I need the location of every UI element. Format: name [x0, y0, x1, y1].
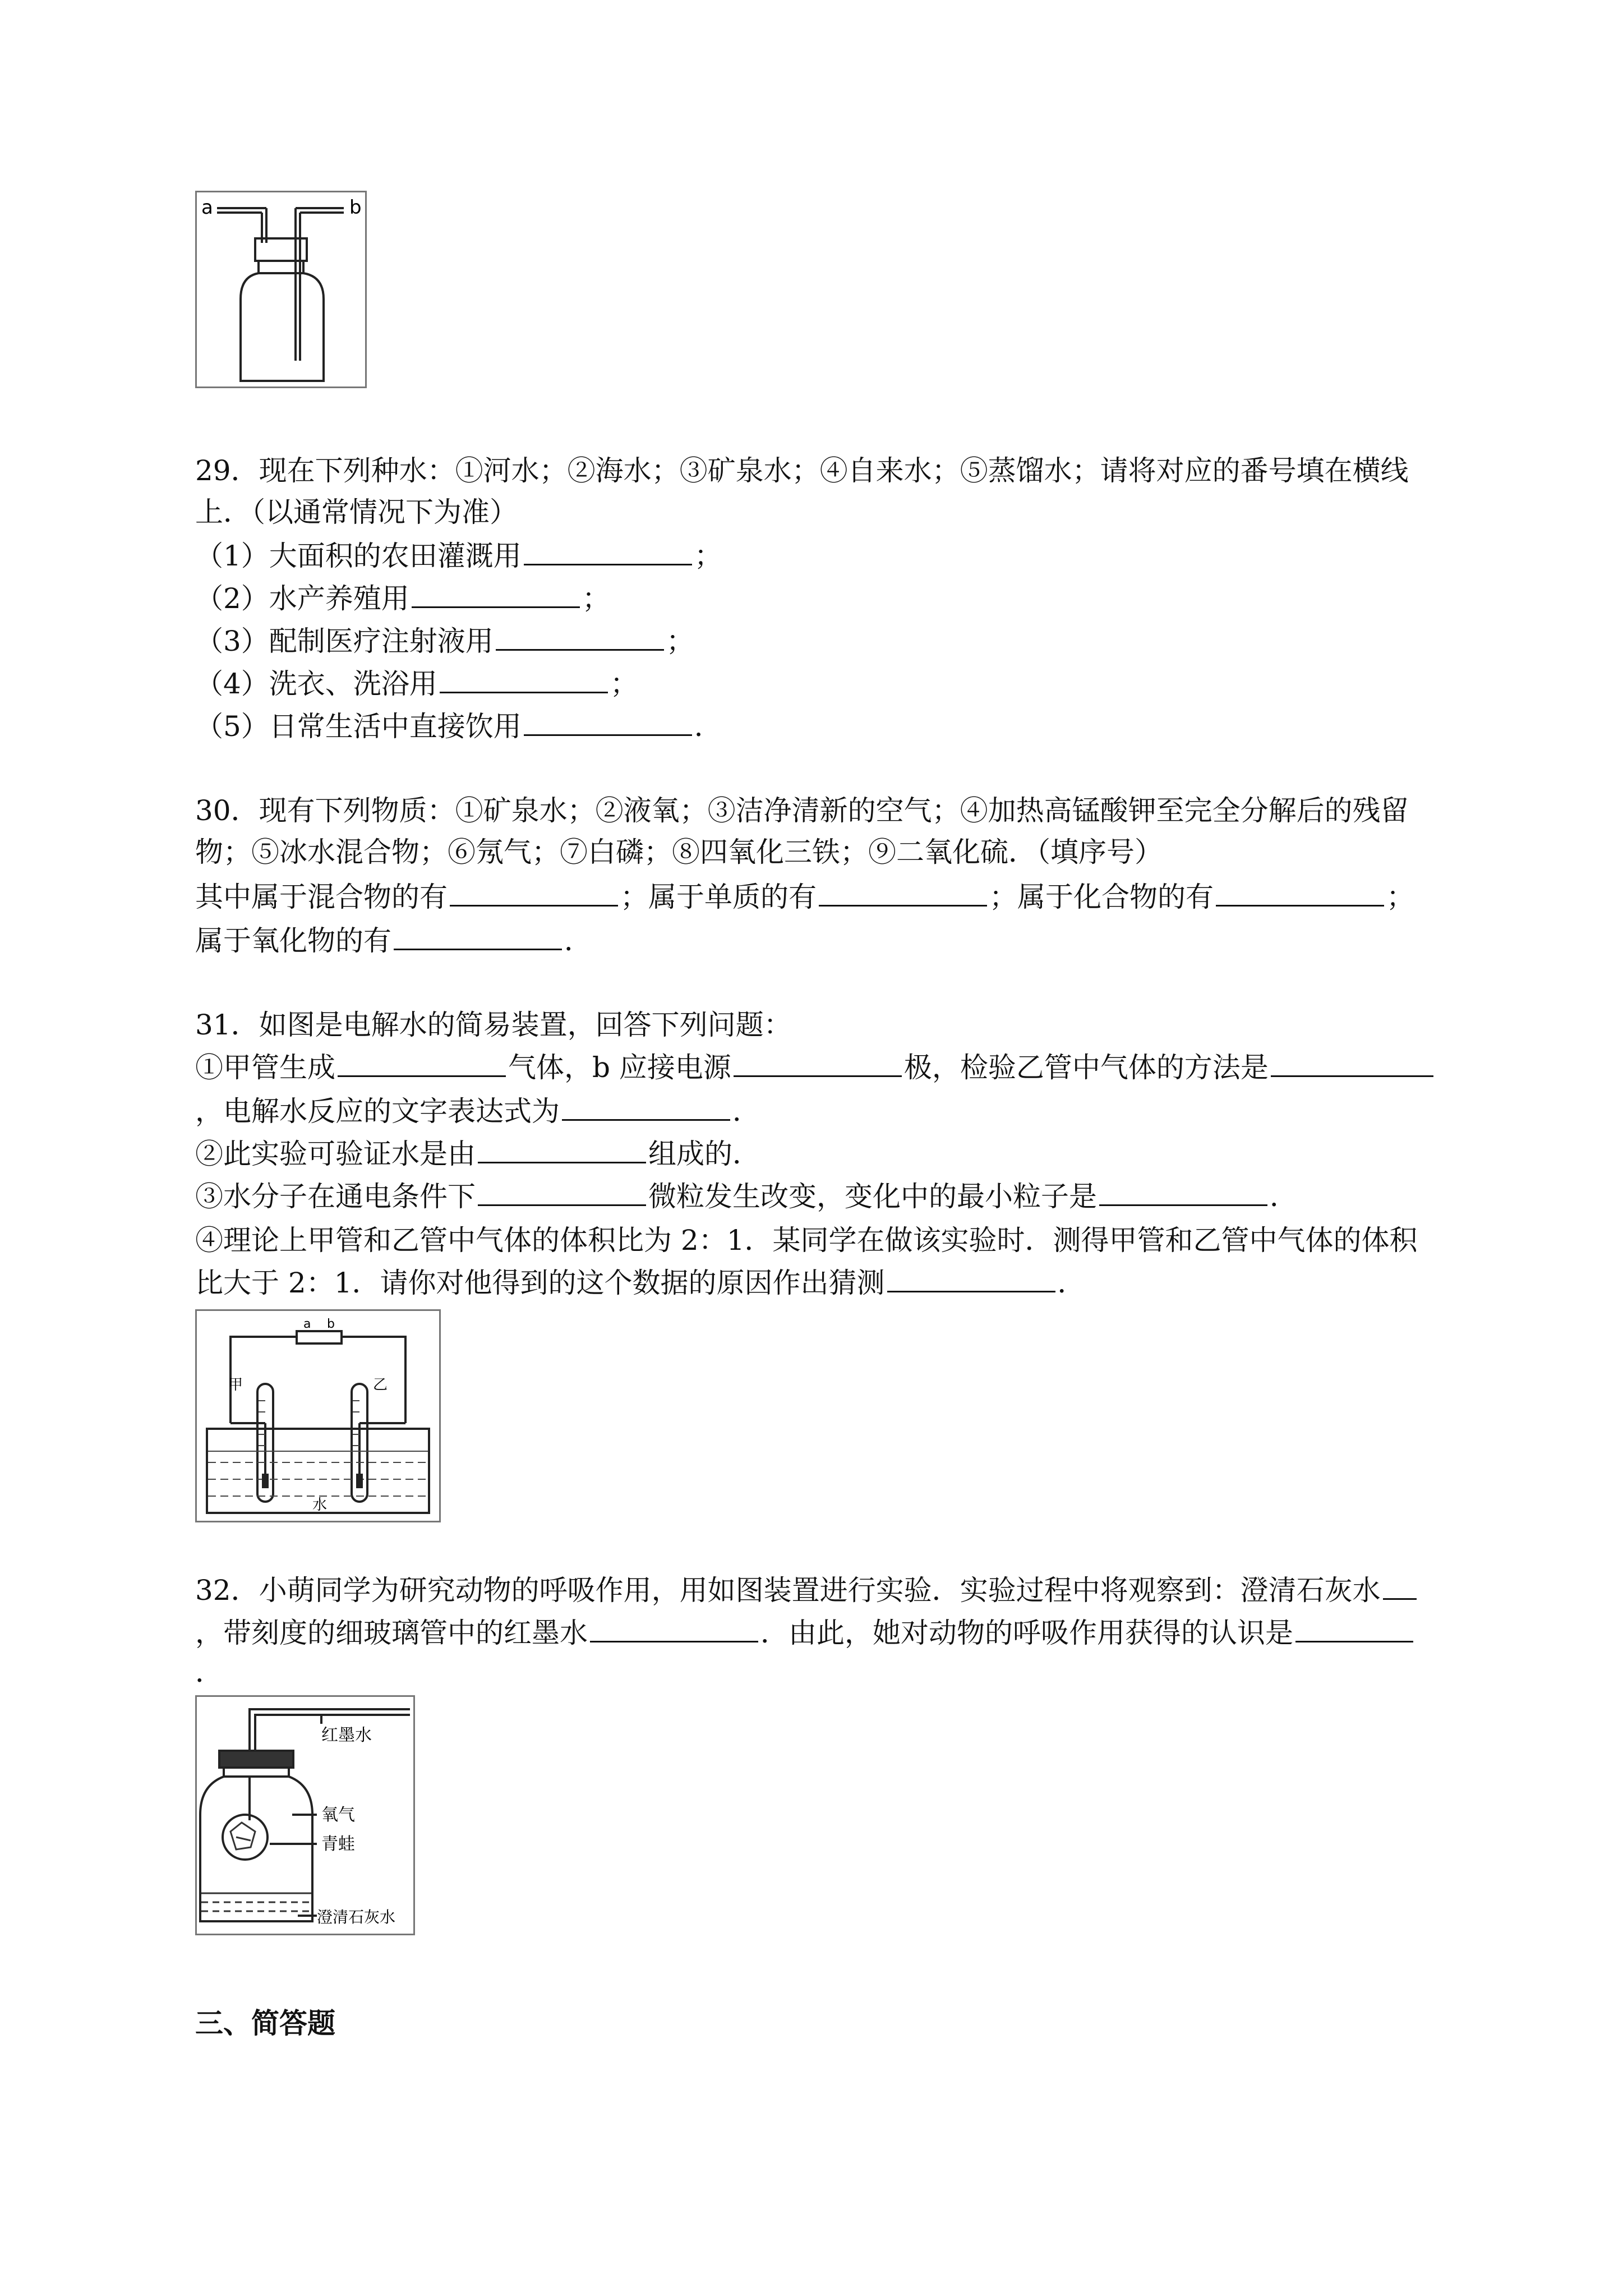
q31-line6: ④理论上甲管和乙管中气体的体积比为 2：1．某同学在做该实验时．测得甲管和乙管中气体的体积	[195, 1224, 1418, 1257]
q29-item-2	[195, 581, 610, 616]
q31-line3	[195, 1094, 760, 1129]
q30-line2: 物；⑤冰水混合物；⑥氖气；⑦白磷；⑧四氧化三铁；⑨二氧化硫．（填序号）	[195, 836, 1163, 868]
tube-label-b: b	[349, 196, 362, 219]
q29-item-4-end: ；	[610, 668, 638, 700]
q29-stem-line1: 29．现在下列种水：①河水；②海水；③矿泉水；④自来水；⑤蒸馏水；请将对应的番号填在横线	[195, 454, 1409, 487]
q31-guess-blank[interactable]	[887, 1266, 1055, 1292]
q30-line1: 30．现有下列物质：①矿泉水；②液氧；③洁净清新的空气；④加热高锰酸钾至完全分解后的残留	[195, 794, 1409, 827]
frog-label: 青蛙	[321, 1834, 355, 1854]
q29-item-1-text: （1）大面积的农田灌溉用	[195, 540, 522, 572]
gas-bottle-diagram	[197, 192, 365, 386]
q31-composition-blank[interactable]	[478, 1137, 646, 1163]
q31-test-method-label: 极，检验乙管中气体的方法是	[903, 1051, 1269, 1084]
q29-item-2-text: （2）水产养殖用	[195, 582, 409, 615]
q30-mixture-blank[interactable]	[450, 880, 618, 907]
q31-particle-label: ③水分子在通电条件下	[195, 1180, 476, 1213]
q29-item-3-text: （3）配制医疗注射液用	[195, 625, 494, 657]
q31-line5	[195, 1179, 1298, 1214]
q29-item-5-end: ．	[694, 710, 722, 743]
q29-item-4-blank[interactable]	[440, 667, 608, 693]
q29-item-1	[195, 539, 722, 573]
electrode-label-a: a	[303, 1317, 311, 1331]
section-heading: 三、简答题	[195, 2007, 335, 2040]
q32-line1	[195, 1573, 1419, 1608]
q29-item-3	[195, 624, 694, 659]
q32-limewater-label: 32．小萌同学为研究动物的呼吸作用，用如图装置进行实验．实验过程中将观察到：澄清石灰水	[195, 1574, 1381, 1607]
q29-item-5-blank[interactable]	[524, 710, 692, 736]
q30-oxide-label: 属于氧化物的有	[195, 924, 391, 957]
q31-particle-blank[interactable]	[478, 1180, 646, 1206]
q32-line3: ．	[195, 1656, 223, 1688]
q30-line4	[195, 923, 592, 958]
q31-line4-end: 组成的．	[648, 1138, 760, 1170]
q31-smallest-blank[interactable]	[1099, 1180, 1267, 1206]
electrolysis-figure	[195, 1309, 441, 1522]
q31-line4	[195, 1137, 760, 1171]
q29-item-5-text: （5）日常生活中直接饮用	[195, 710, 522, 743]
q30-compound-label: ；属于化合物的有	[989, 881, 1214, 913]
q30-line3-end: ；	[1386, 881, 1414, 913]
q31-guess-label: 比大于 2：1．请你对他得到的这个数据的原因作出猜测	[195, 1267, 885, 1299]
q29-item-1-end: ；	[694, 540, 722, 572]
q30-compound-blank[interactable]	[1216, 880, 1384, 907]
q30-oxide-blank[interactable]	[394, 924, 562, 950]
q31-line2	[195, 1050, 1436, 1085]
water-label: 水	[312, 1497, 328, 1513]
q29-item-5	[195, 709, 722, 744]
gas-bottle-figure	[195, 191, 367, 388]
tube-label-yi: 乙	[373, 1377, 388, 1393]
q29-item-4-text: （4）洗衣、洗浴用	[195, 668, 437, 700]
q31-line7-end: ．	[1057, 1267, 1086, 1299]
q30-element-label: ；属于单质的有	[620, 881, 817, 913]
tube-label-jia: 甲	[228, 1377, 243, 1393]
electrolysis-diagram	[197, 1311, 439, 1521]
tube-label-a: a	[201, 196, 213, 219]
q29-item-1-blank[interactable]	[524, 539, 692, 565]
q29-item-2-end: ；	[582, 582, 610, 615]
q31-line7	[195, 1266, 1086, 1300]
q32-red-ink-label: ，带刻度的细玻璃管中的红墨水	[195, 1617, 588, 1649]
q30-mixture-label: 其中属于混合物的有	[195, 881, 448, 913]
q31-electrode-blank[interactable]	[734, 1051, 902, 1077]
q31-equation-label: ，电解水反应的文字表达式为	[195, 1095, 560, 1128]
q31-tube-jia-label: ①甲管生成	[195, 1051, 335, 1084]
q29-item-3-end: ；	[666, 625, 694, 657]
q31-line3-end: ．	[732, 1095, 760, 1128]
q31-smallest-label: 微粒发生改变，变化中的最小粒子是	[648, 1180, 1097, 1213]
q31-line1: 31．如图是电解水的简易装置，回答下列问题：	[195, 1009, 792, 1041]
q31-electrode-label: 气体，b 应接电源	[508, 1051, 731, 1084]
q30-element-blank[interactable]	[819, 880, 987, 907]
q31-composition-label: ②此实验可验证水是由	[195, 1138, 476, 1170]
q31-test-method-blank[interactable]	[1271, 1051, 1433, 1077]
q29-item-3-blank[interactable]	[496, 624, 664, 651]
respiration-diagram	[197, 1697, 413, 1934]
q30-line4-end: ．	[564, 924, 592, 957]
electrode-label-b: b	[327, 1317, 335, 1331]
q32-conclusion-blank[interactable]	[1295, 1616, 1413, 1642]
respiration-figure	[195, 1695, 415, 1935]
q32-conclusion-label: ．由此，她对动物的呼吸作用获得的认识是	[760, 1617, 1293, 1649]
q29-item-2-blank[interactable]	[412, 582, 580, 608]
q31-gas-jia-blank[interactable]	[338, 1051, 506, 1077]
q32-line2	[195, 1616, 1415, 1650]
q32-red-ink-blank[interactable]	[590, 1616, 758, 1642]
red-ink-label: 红墨水	[321, 1726, 372, 1745]
q32-limewater-blank[interactable]	[1383, 1573, 1417, 1600]
oxygen-label: 氧气	[321, 1805, 355, 1825]
limewater-label: 澄清石灰水	[317, 1908, 396, 1926]
q29-item-4	[195, 666, 638, 701]
q31-line5-end: ．	[1270, 1180, 1298, 1213]
q29-stem-line2: 上．（以通常情况下为准）	[195, 496, 518, 528]
q31-equation-blank[interactable]	[562, 1094, 730, 1121]
q30-line3	[195, 880, 1414, 914]
